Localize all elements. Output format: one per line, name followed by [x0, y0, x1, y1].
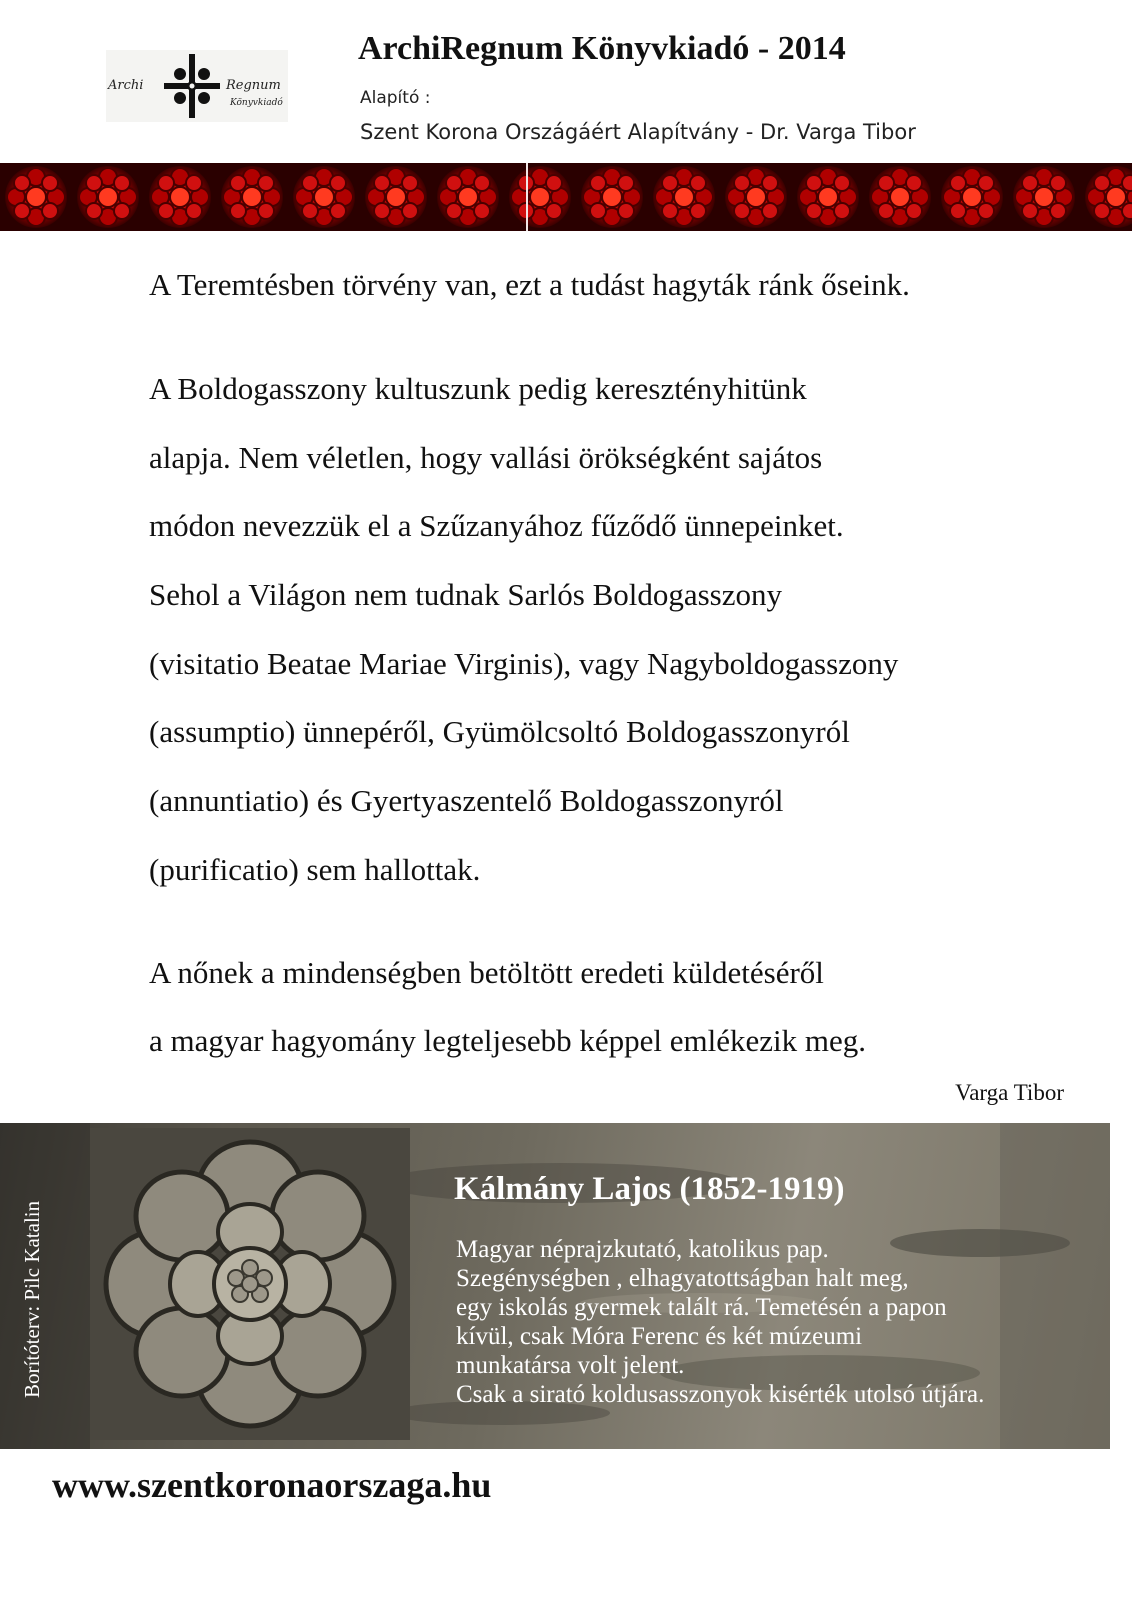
quote-line: (assumptio) ünnepéről, Gyümölcsoltó Boldogasszonyról: [149, 714, 850, 749]
publisher-title: ArchiRegnum Könyvkiadó - 2014: [358, 30, 846, 67]
founder-name: Szent Korona Országáért Alapítvány - Dr. Varga Tibor: [360, 120, 916, 144]
publisher-logo: [106, 50, 288, 122]
biography-line: Magyar néprajzkutató, katolikus pap.: [456, 1236, 829, 1263]
quote-line: A Teremtésben törvény van, ezt a tudást hagyták ránk őseink.: [149, 267, 910, 302]
quote-line: (visitatio Beatae Mariae Virginis), vagy Nagyboldogasszony: [149, 646, 899, 681]
stone-rosette-image: [90, 1128, 410, 1440]
quote-line: A nőnek a mindenségben betöltött eredeti küldetéséről: [149, 955, 824, 990]
quote-line: a magyar hagyomány legteljesebb képpel emlékezik meg.: [149, 1023, 867, 1058]
biography-panel: [0, 1123, 1110, 1449]
biography-line: Szegénységben , elhagyatottságban halt meg,: [456, 1265, 909, 1292]
founder-label: Alapító :: [360, 88, 431, 108]
website-link[interactable]: www.szentkoronaorszaga.hu: [52, 1465, 492, 1505]
biography-line: Csak a sirató koldusasszonyok kisérték utolsó útjára.: [456, 1381, 985, 1408]
logo-word-regnum: Regnum: [226, 78, 281, 93]
quote-author: Varga Tibor: [955, 1080, 1064, 1105]
quote-line: A Boldogasszony kultuszunk pedig keresztényhitünk: [149, 371, 807, 406]
biography-line: egy iskolás gyermek talált rá. Temetésén a papon: [456, 1294, 947, 1321]
cover-design-credit: Borítóterv: Pilc Katalin: [20, 1200, 44, 1398]
quote-line: (annuntiatio) és Gyertyaszentelő Boldogasszonyról: [149, 783, 784, 818]
rosette-band: [0, 163, 1132, 231]
logo-word-archi: Archi: [108, 78, 144, 93]
quote-line: (purificatio) sem hallottak.: [149, 852, 481, 887]
biography-heading: Kálmány Lajos (1852-1919): [454, 1171, 845, 1207]
biography-line: munkatársa volt jelent.: [456, 1352, 685, 1379]
biography-text: [456, 1235, 984, 1409]
quote-line: módon nevezzük el a Szűzanyához fűződő ünnepeinket.: [149, 508, 844, 543]
biography-line: kívül, csak Móra Ferenc és két múzeumi: [456, 1323, 863, 1350]
logo-word-konyvkiado: Könyvkiadó: [230, 98, 283, 108]
cross-emblem-icon: [162, 52, 222, 120]
quote-line: Sehol a Világon nem tudnak Sarlós Boldogasszony: [149, 577, 783, 612]
quote-line: alapja. Nem véletlen, hogy vallási örökségként sajátos: [149, 440, 823, 475]
